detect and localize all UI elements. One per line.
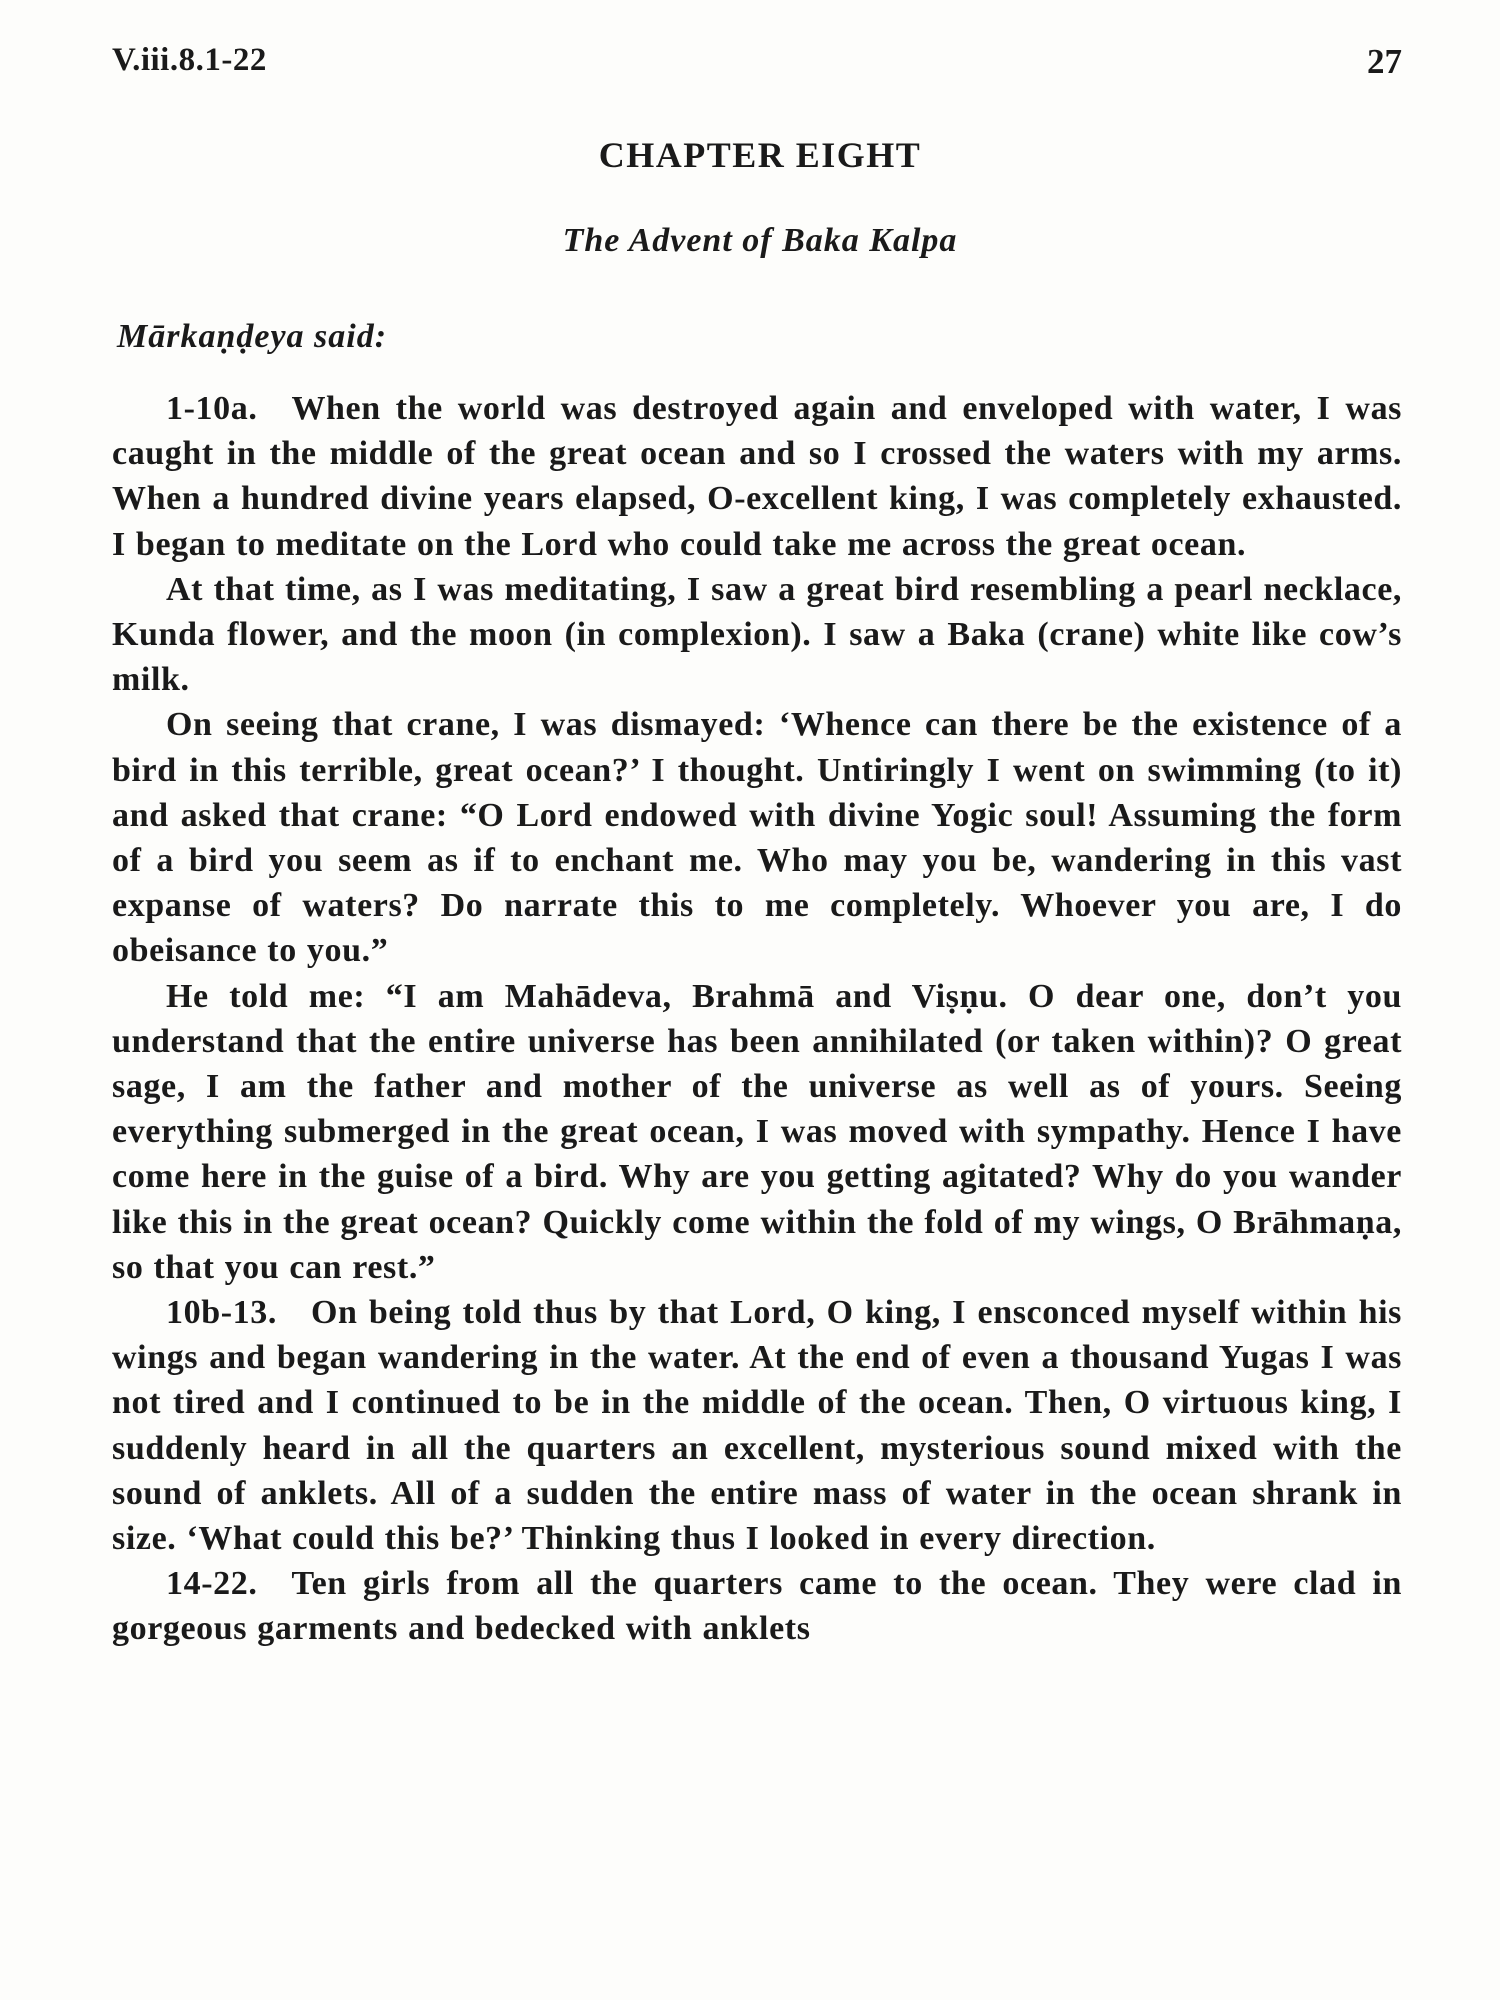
- verse-number: 1-10a.: [166, 390, 258, 427]
- chapter-subtitle: The Advent of Baka Kalpa: [562, 222, 958, 259]
- section-reference: V.iii.8.1-22: [112, 42, 267, 78]
- paragraph-text: He told me: “I am Mahādeva, Brahmā and Viṣṇu. O dear one, don’t you understand that the entire universe has been annihilated (or taken within)? O great sage, I am the father and mother of the universe as well as of yours. Seeing everything submerged in the great ocean, I was moved with sympathy. Hence I have come here in the guise of a bird. Why are you getting agitated? Why do you wander like this in the great ocean? Quickly come within the fold of my wings, O Brāhmaṇa, so that you can rest.”: [112, 977, 1402, 1286]
- paragraph-1: [112, 386, 1402, 567]
- verse-number: 14-22.: [166, 1565, 258, 1603]
- running-header: [112, 42, 1402, 92]
- verse-number: 10b-13.: [166, 1294, 277, 1332]
- paragraph-text: At that time, as I was meditating, I saw a great bird resembling a pearl necklace, Kunda flower, and the moon (in complexion). I saw a Baka (crane) white like cow’s milk.: [112, 570, 1402, 699]
- paragraph-4: [112, 974, 1402, 1290]
- paragraph-2: [112, 567, 1402, 703]
- paragraph-text: When the world was destroyed again and enveloped with water, I was caught in the middle of the great ocean and so I crossed the waters with my arms. When a hundred divine years elapsed, O-excellent king, I was completely exhausted. I began to meditate on the Lord who could take me across the great ocean.: [112, 390, 1402, 563]
- body-text: [112, 386, 1402, 1652]
- speaker-line: Mārkaṇḍeya said:: [117, 318, 388, 355]
- paragraph-text: On being told thus by that Lord, O king, I ensconced myself within his wings and began wandering in the water. At the end of even a thousand Yugas I was not tired and I continued to be in the middle of the ocean. Then, O virtuous king, I suddenly heard in all the quarters an excellent, mysterious sound mixed with the sound of anklets. All of a sudden the entire mass of water in the ocean shrank in size. ‘What could this be?’ Thinking thus I looked in every direction.: [112, 1294, 1402, 1558]
- paragraph-text: On seeing that crane, I was dismayed: ‘Whence can there be the existence of a bird in this terrible, great ocean?’ I thought. Untiringly I went on swimming (to it) and asked that crane: “O Lord endowed with divine Yogic soul! Assuming the form of a bird you seem as if to enchant me. Who may you be, wandering in this vast expanse of waters? Do narrate this to me completely. Whoever you are, I do obeisance to you.”: [112, 706, 1402, 970]
- paragraph-5: [112, 1290, 1402, 1561]
- paragraph-6: [112, 1561, 1402, 1651]
- chapter-title: CHAPTER EIGHT: [598, 135, 922, 175]
- page-number: 27: [1367, 42, 1402, 81]
- paragraph-text: Ten girls from all the quarters came to the ocean. They were clad in gorgeous garments and bedecked with anklets: [112, 1565, 1402, 1648]
- paragraph-3: [112, 702, 1402, 973]
